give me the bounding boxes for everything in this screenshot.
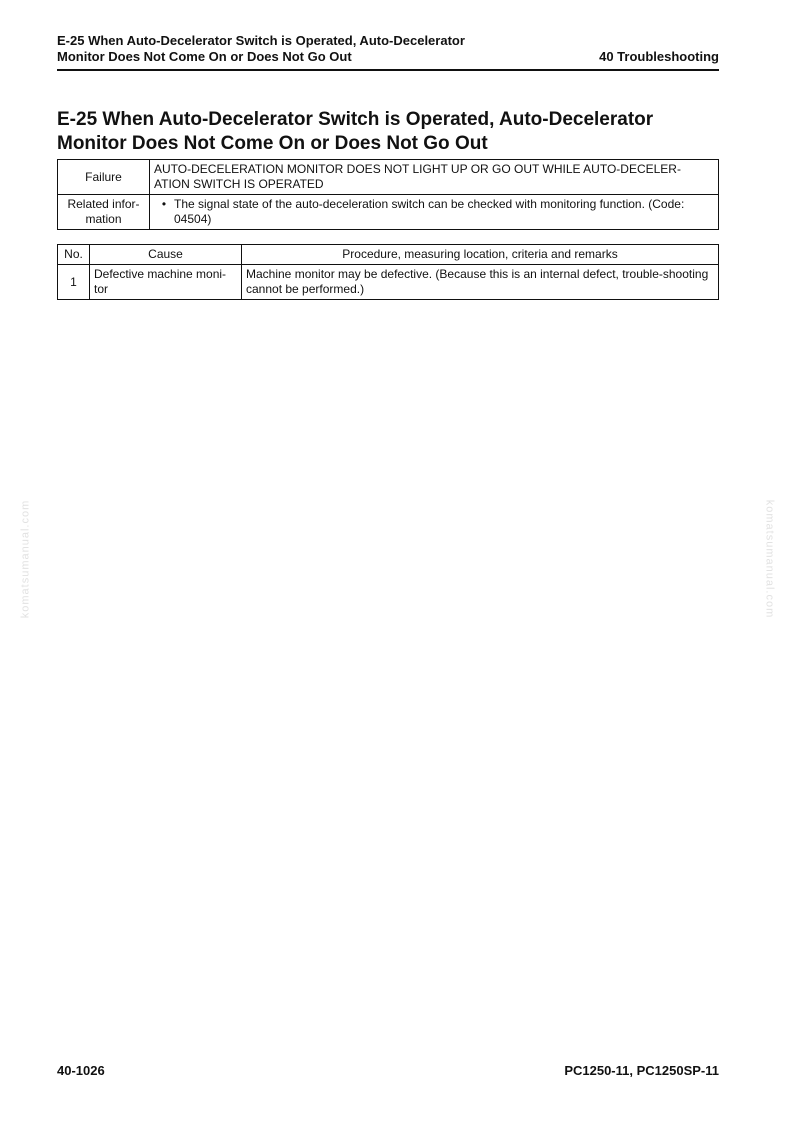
header-cause: Cause xyxy=(90,245,242,265)
related-info-label: Related infor-mation xyxy=(58,195,150,230)
watermark-right: komatsumanual.com xyxy=(763,499,776,619)
header-section: 40 Troubleshooting xyxy=(599,49,719,64)
header-title-line1: E-25 When Auto-Decelerator Switch is Operated, Auto-Decelerator xyxy=(57,33,465,48)
bullet-glyph: • xyxy=(161,197,167,211)
page-header xyxy=(57,33,719,71)
header-no: No. xyxy=(58,245,90,265)
row-procedure: Machine monitor may be defective. (Because this is an internal defect, trouble-shooting cannot be performed.) xyxy=(242,265,719,300)
cause-table xyxy=(57,244,719,300)
failure-text: AUTO-DECELERATION MONITOR DOES NOT LIGHT UP OR GO OUT WHILE AUTO-DECELER-ATION SWITCH IS OPERATED xyxy=(150,160,719,195)
header-procedure: Procedure, measuring location, criteria and remarks xyxy=(242,245,719,265)
row-no: 1 xyxy=(58,265,90,300)
related-info-text: The signal state of the auto-deceleration switch can be checked with monitoring function. (Code: 04504) xyxy=(174,197,685,226)
page-title: E-25 When Auto-Decelerator Switch is Operated, Auto-Decelerator Monitor Does Not Come On or Does Not Go Out xyxy=(57,109,654,154)
failure-row xyxy=(58,160,719,195)
watermark-left: komatsumanual.com xyxy=(19,499,32,619)
failure-info-table xyxy=(57,159,719,230)
related-info-row xyxy=(58,195,719,230)
model-name: PC1250-11, PC1250SP-11 xyxy=(564,1063,719,1078)
header-title xyxy=(57,33,465,65)
related-info-cell xyxy=(150,195,719,230)
cause-table-header xyxy=(58,245,719,265)
table-row xyxy=(58,265,719,300)
failure-label: Failure xyxy=(58,160,150,195)
page-number: 40-1026 xyxy=(57,1063,105,1078)
related-info-item xyxy=(154,197,714,227)
header-title-line2: Monitor Does Not Come On or Does Not Go Out xyxy=(57,49,352,64)
row-cause: Defective machine moni-tor xyxy=(90,265,242,300)
